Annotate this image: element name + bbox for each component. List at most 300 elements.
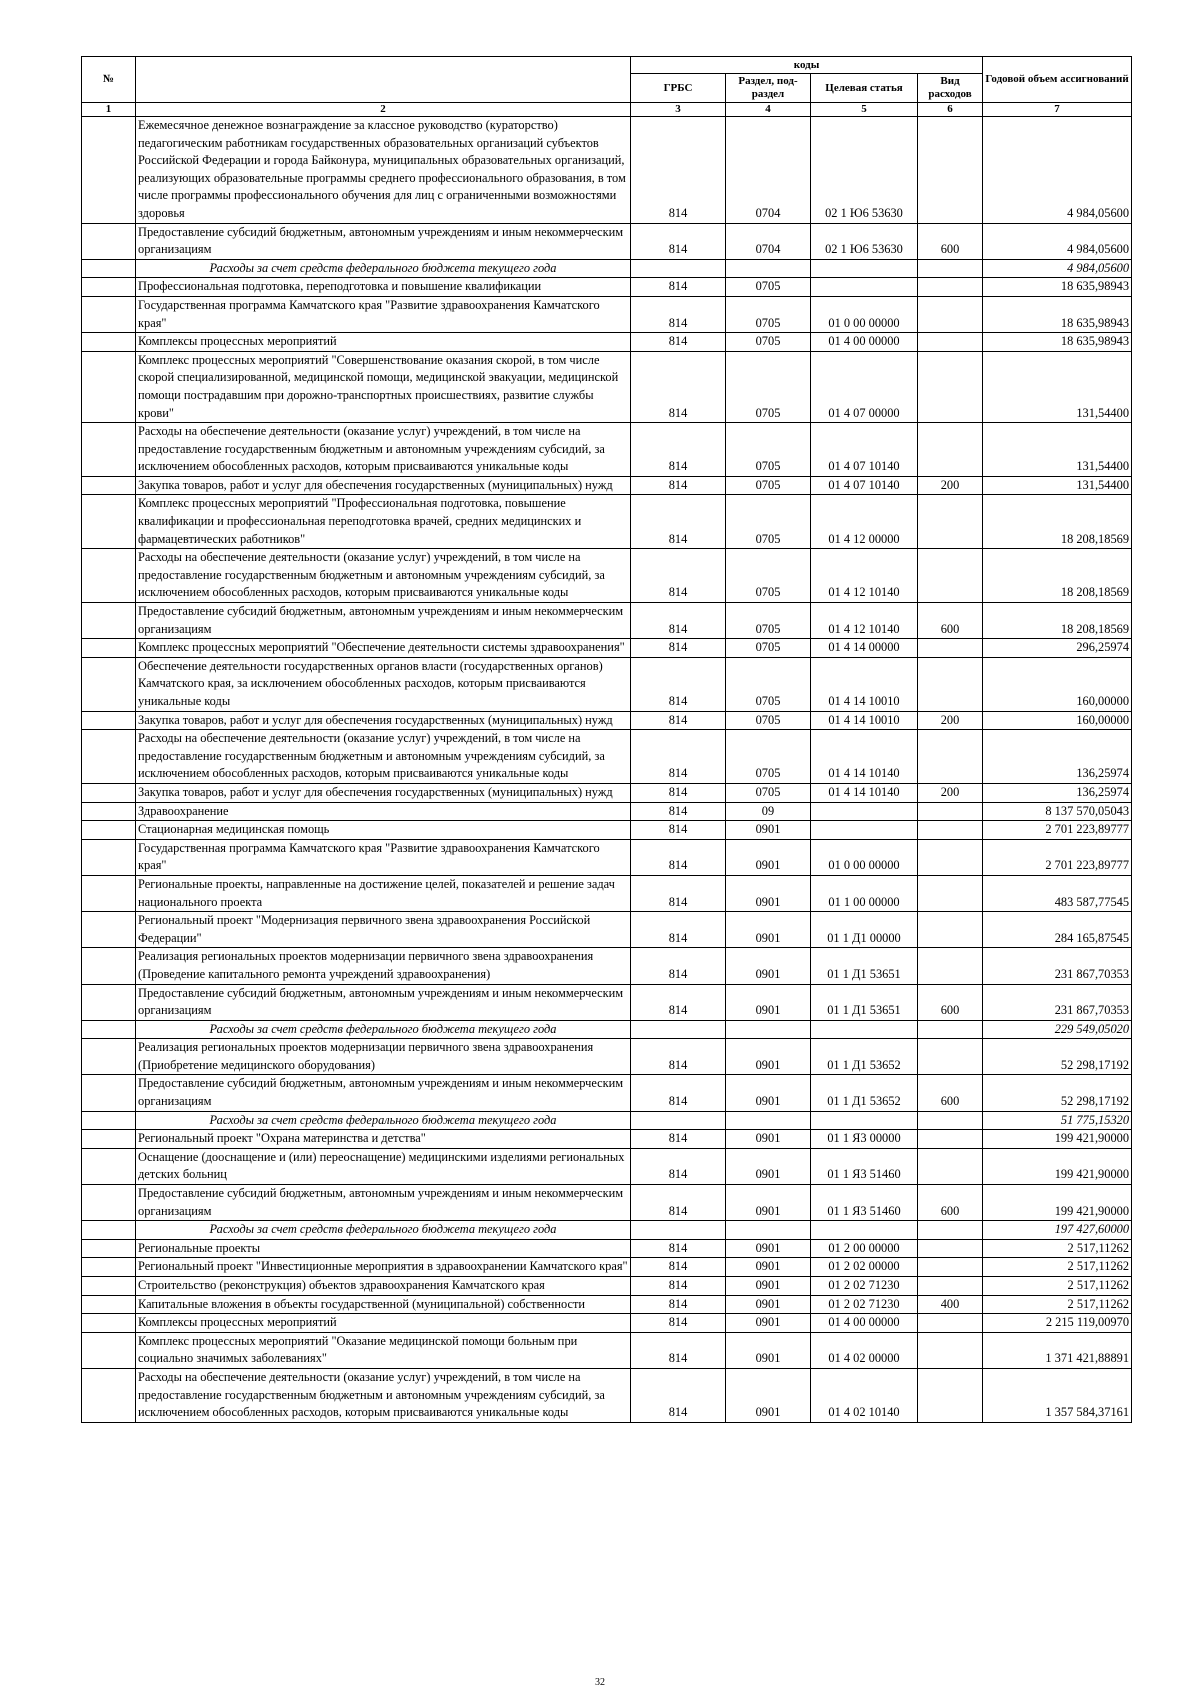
cell-grbs: 814 [631,423,726,477]
table-row [82,839,1132,875]
col-number: 7 [983,103,1132,117]
cell-target: 01 4 07 10140 [811,476,918,495]
cell-num [82,1332,136,1368]
cell-target: 01 1 Я3 00000 [811,1130,918,1149]
cell-section: 0901 [726,1258,811,1277]
cell-num [82,839,136,875]
cell-name: Закупка товаров, работ и услуг для обеспечения государственных (муниципальных) нужд [136,783,631,802]
col-number: 6 [918,103,983,117]
table-row-federal-note [82,1020,1132,1039]
cell-name: Капитальные вложения в объекты государственной (муниципальной) собственности [136,1295,631,1314]
cell-target: 01 4 00 00000 [811,333,918,352]
cell-target: 01 1 Д1 00000 [811,912,918,948]
cell-amount: 131,54400 [983,423,1132,477]
cell-section: 0901 [726,1148,811,1184]
cell-target: 01 4 14 10010 [811,657,918,711]
cell-section: 0705 [726,730,811,784]
cell-section: 0705 [726,351,811,422]
cell-amount: 229 549,05020 [983,1020,1132,1039]
cell-target: 01 1 Д1 53652 [811,1039,918,1075]
cell-target: 01 4 12 10140 [811,549,918,603]
header-codes: коды [631,57,983,74]
cell-name: Региональные проекты, направленные на достижение целей, показателей и решение задач национального проекта [136,875,631,911]
cell-grbs: 814 [631,1239,726,1258]
cell-num [82,1020,136,1039]
cell-num [82,1148,136,1184]
cell-name: Региональный проект "Модернизация первичного звена здравоохранения Российской Федерации" [136,912,631,948]
header-volume: Годовой объем ассигнований [983,57,1132,103]
cell-target: 01 2 00 00000 [811,1239,918,1258]
cell-amount: 2 701 223,89777 [983,821,1132,840]
cell-section: 0705 [726,783,811,802]
cell-amount: 199 421,90000 [983,1148,1132,1184]
table-row [82,117,1132,224]
cell-amount: 4 984,05600 [983,223,1132,259]
table-row [82,1277,1132,1296]
cell-section: 0901 [726,1185,811,1221]
table-row [82,1130,1132,1149]
cell-amount: 296,25974 [983,639,1132,658]
cell-section: 0705 [726,476,811,495]
table-body [82,117,1132,1423]
cell-target [811,802,918,821]
cell-num [82,711,136,730]
cell-name: Региональный проект "Инвестиционные мероприятия в здравоохранении Камчатского края" [136,1258,631,1277]
table-row [82,1314,1132,1333]
cell-num [82,296,136,332]
cell-section: 0901 [726,1368,811,1422]
table-row [82,603,1132,639]
cell-target: 01 4 02 00000 [811,1332,918,1368]
cell-num [82,1258,136,1277]
cell-section: 0705 [726,333,811,352]
cell-grbs: 814 [631,1295,726,1314]
cell-amount: 51 775,15320 [983,1111,1132,1130]
cell-name: Оснащение (дооснащение и (или) переоснащение) медицинскими изделиями региональных детских больниц [136,1148,631,1184]
cell-name: Реализация региональных проектов модернизации первичного звена здравоохранения (Приобретение медицинского оборудования) [136,1039,631,1075]
cell-amount: 2 517,11262 [983,1258,1132,1277]
cell-target [811,821,918,840]
cell-target: 01 1 Д1 53651 [811,984,918,1020]
cell-num [82,875,136,911]
cell-name: Обеспечение деятельности государственных органов власти (государственных органов) Камчатского края, за исключением обособленных расходов, которым присваиваются уникальные коды [136,657,631,711]
cell-name: Ежемесячное денежное вознаграждение за классное руководство (кураторство) педагогическим работникам государственных образовательных организаций субъектов Российской Федерации и города Байконура, муниципальных образовательных организаций, реализующих образовательные программы среднего профессионального образования, в том числе программы профессионального обучения для лиц с ограниченными возможностями здоровья [136,117,631,224]
cell-target: 01 0 00 00000 [811,839,918,875]
cell-section: 0901 [726,821,811,840]
cell-section: 0901 [726,912,811,948]
table-row [82,657,1132,711]
cell-grbs: 814 [631,1368,726,1422]
cell-name: Государственная программа Камчатского края "Развитие здравоохранения Камчатского края" [136,839,631,875]
table-row [82,1258,1132,1277]
cell-kind [918,1239,983,1258]
cell-grbs: 814 [631,117,726,224]
cell-grbs: 814 [631,1075,726,1111]
cell-section: 0705 [726,549,811,603]
cell-num [82,783,136,802]
cell-kind [918,1148,983,1184]
table-row [82,333,1132,352]
cell-name: Закупка товаров, работ и услуг для обеспечения государственных (муниципальных) нужд [136,476,631,495]
cell-grbs: 814 [631,711,726,730]
cell-name: Комплекс процессных мероприятий "Профессиональная подготовка, повышение квалификации и профессиональная переподготовка врачей, средних медицинских и фармацевтических работников" [136,495,631,549]
cell-num [82,1130,136,1149]
cell-target: 01 4 14 00000 [811,639,918,658]
cell-amount: 160,00000 [983,657,1132,711]
cell-amount: 8 137 570,05043 [983,802,1132,821]
cell-kind: 600 [918,1185,983,1221]
cell-section [726,1111,811,1130]
cell-section: 0901 [726,875,811,911]
table-row [82,1332,1132,1368]
cell-kind [918,912,983,948]
cell-amount: 18 208,18569 [983,495,1132,549]
table-row [82,1148,1132,1184]
table-row [82,1295,1132,1314]
table-row [82,1368,1132,1422]
table-row [82,711,1132,730]
cell-kind [918,1368,983,1422]
header-name [136,57,631,103]
cell-name: Региональный проект "Охрана материнства и детства" [136,1130,631,1149]
cell-amount: 52 298,17192 [983,1039,1132,1075]
cell-amount: 199 421,90000 [983,1130,1132,1149]
cell-name: Расходы на обеспечение деятельности (оказание услуг) учреждений, в том числе на предоставление государственным бюджетным и автономным учреждениям субсидий, за исключением обособленных расходов, которым присваиваются уникальные коды [136,549,631,603]
table-row [82,639,1132,658]
cell-section: 0901 [726,1075,811,1111]
cell-name: Реализация региональных проектов модернизации первичного звена здравоохранения (Проведение капитального ремонта учреждений здравоохранения) [136,948,631,984]
cell-name: Предоставление субсидий бюджетным, автономным учреждениям и иным некоммерческим организациям [136,1075,631,1111]
cell-grbs: 814 [631,223,726,259]
cell-amount: 2 517,11262 [983,1295,1132,1314]
cell-grbs: 814 [631,1332,726,1368]
cell-kind [918,1020,983,1039]
table-row-federal-note [82,1111,1132,1130]
cell-kind: 600 [918,1075,983,1111]
cell-target [811,1111,918,1130]
cell-num [82,603,136,639]
cell-kind [918,730,983,784]
cell-amount: 2 215 119,00970 [983,1314,1132,1333]
cell-grbs: 814 [631,730,726,784]
cell-target: 01 1 Я3 51460 [811,1148,918,1184]
cell-kind: 600 [918,984,983,1020]
cell-grbs: 814 [631,912,726,948]
cell-target: 01 4 14 10140 [811,783,918,802]
cell-target: 01 4 00 00000 [811,1314,918,1333]
cell-num [82,259,136,278]
header-grbs: ГРБС [631,74,726,103]
cell-kind: 200 [918,476,983,495]
table-row [82,821,1132,840]
cell-kind [918,1258,983,1277]
table-row [82,549,1132,603]
cell-name: Предоставление субсидий бюджетным, автономным учреждениям и иным некоммерческим организациям [136,223,631,259]
cell-num [82,278,136,297]
cell-target [811,278,918,297]
cell-target: 01 4 02 10140 [811,1368,918,1422]
page-number: 32 [595,1677,605,1688]
cell-section: 0901 [726,984,811,1020]
table-row [82,802,1132,821]
cell-name: Комплексы процессных мероприятий [136,333,631,352]
header-target: Целевая статья [811,74,918,103]
cell-num [82,1277,136,1296]
cell-grbs: 814 [631,984,726,1020]
cell-section [726,259,811,278]
cell-grbs: 814 [631,821,726,840]
cell-name: Закупка товаров, работ и услуг для обеспечения государственных (муниципальных) нужд [136,711,631,730]
cell-section: 0705 [726,495,811,549]
table-row [82,278,1132,297]
cell-amount: 231 867,70353 [983,948,1132,984]
cell-section: 0901 [726,1277,811,1296]
cell-num [82,549,136,603]
cell-target: 01 2 02 71230 [811,1277,918,1296]
cell-kind: 600 [918,223,983,259]
cell-target: 01 2 02 00000 [811,1258,918,1277]
table-row [82,296,1132,332]
cell-section: 0901 [726,1314,811,1333]
cell-num [82,730,136,784]
table-row-federal-note [82,1221,1132,1240]
cell-grbs: 814 [631,1277,726,1296]
cell-kind: 200 [918,783,983,802]
cell-name: Предоставление субсидий бюджетным, автономным учреждениям и иным некоммерческим организациям [136,1185,631,1221]
cell-target: 01 4 12 10140 [811,603,918,639]
cell-amount: 18 635,98943 [983,278,1132,297]
cell-section: 0901 [726,1295,811,1314]
cell-section: 09 [726,802,811,821]
cell-kind [918,117,983,224]
table-row [82,1239,1132,1258]
cell-kind [918,839,983,875]
table-row [82,351,1132,422]
header-section: Раздел, под-раздел [726,74,811,103]
cell-amount: 136,25974 [983,730,1132,784]
cell-kind [918,875,983,911]
cell-kind: 200 [918,711,983,730]
cell-num [82,912,136,948]
cell-name: Региональные проекты [136,1239,631,1258]
cell-section: 0704 [726,223,811,259]
cell-grbs: 814 [631,1314,726,1333]
cell-section: 0901 [726,1039,811,1075]
cell-target [811,259,918,278]
cell-grbs: 814 [631,948,726,984]
cell-kind [918,657,983,711]
cell-kind: 400 [918,1295,983,1314]
cell-grbs: 814 [631,639,726,658]
cell-num [82,802,136,821]
cell-num [82,1239,136,1258]
cell-grbs: 814 [631,1039,726,1075]
cell-amount: 136,25974 [983,783,1132,802]
cell-num [82,223,136,259]
cell-section: 0705 [726,639,811,658]
cell-target: 01 2 02 71230 [811,1295,918,1314]
cell-amount: 18 208,18569 [983,603,1132,639]
cell-kind [918,948,983,984]
cell-kind: 600 [918,603,983,639]
cell-grbs: 814 [631,495,726,549]
cell-name: Комплексы процессных мероприятий [136,1314,631,1333]
cell-section: 0705 [726,278,811,297]
cell-num [82,639,136,658]
cell-section: 0901 [726,839,811,875]
cell-amount: 160,00000 [983,711,1132,730]
cell-target: 02 1 Ю6 53630 [811,223,918,259]
cell-section [726,1221,811,1240]
cell-num [82,1075,136,1111]
cell-amount: 1 371 421,88891 [983,1332,1132,1368]
cell-num [82,1039,136,1075]
cell-amount: 197 427,60000 [983,1221,1132,1240]
cell-amount: 52 298,17192 [983,1075,1132,1111]
cell-kind [918,549,983,603]
cell-grbs [631,1221,726,1240]
table-row-federal-note [82,259,1132,278]
cell-name: Расходы на обеспечение деятельности (оказание услуг) учреждений, в том числе на предоставление государственным бюджетным и автономным учреждениям субсидий, за исключением обособленных расходов, которым присваиваются уникальные коды [136,423,631,477]
cell-section: 0705 [726,711,811,730]
col-number: 4 [726,103,811,117]
cell-grbs: 814 [631,1185,726,1221]
cell-amount: 483 587,77545 [983,875,1132,911]
cell-grbs: 814 [631,657,726,711]
cell-name: Расходы за счет средств федерального бюджета текущего года [136,1221,631,1240]
cell-target: 01 0 00 00000 [811,296,918,332]
cell-kind [918,259,983,278]
cell-num [82,476,136,495]
cell-grbs: 814 [631,296,726,332]
cell-grbs: 814 [631,839,726,875]
cell-name: Комплекс процессных мероприятий "Оказание медицинской помощи больным при социально значимых заболеваниях" [136,1332,631,1368]
cell-kind [918,423,983,477]
cell-name: Здравоохранение [136,802,631,821]
cell-num [82,984,136,1020]
cell-amount: 2 701 223,89777 [983,839,1132,875]
cell-kind [918,495,983,549]
table-row [82,948,1132,984]
cell-grbs: 814 [631,351,726,422]
cell-target: 01 4 07 00000 [811,351,918,422]
cell-amount: 284 165,87545 [983,912,1132,948]
cell-num [82,117,136,224]
cell-kind [918,802,983,821]
budget-table [81,56,1132,1423]
cell-num [82,948,136,984]
cell-kind [918,1314,983,1333]
cell-num [82,1368,136,1422]
cell-target: 01 1 00 00000 [811,875,918,911]
cell-name: Государственная программа Камчатского края "Развитие здравоохранения Камчатского края" [136,296,631,332]
cell-name: Расходы за счет средств федерального бюджета текущего года [136,1111,631,1130]
table-row [82,912,1132,948]
cell-section: 0704 [726,117,811,224]
cell-section [726,1020,811,1039]
cell-name: Строительство (реконструкция) объектов здравоохранения Камчатского края [136,1277,631,1296]
cell-grbs [631,1111,726,1130]
cell-amount: 18 635,98943 [983,333,1132,352]
col-number: 3 [631,103,726,117]
cell-grbs: 814 [631,278,726,297]
cell-kind [918,296,983,332]
table-row [82,984,1132,1020]
cell-grbs: 814 [631,333,726,352]
cell-amount: 2 517,11262 [983,1239,1132,1258]
cell-kind [918,1277,983,1296]
table-row [82,223,1132,259]
cell-num [82,1185,136,1221]
cell-amount: 4 984,05600 [983,259,1132,278]
cell-target: 01 4 12 00000 [811,495,918,549]
cell-target: 01 1 Я3 51460 [811,1185,918,1221]
cell-grbs: 814 [631,476,726,495]
cell-num [82,1295,136,1314]
cell-grbs: 814 [631,1130,726,1149]
table-row [82,1075,1132,1111]
cell-kind [918,821,983,840]
cell-name: Расходы на обеспечение деятельности (оказание услуг) учреждений, в том числе на предоставление государственным бюджетным и автономным учреждениям субсидий, за исключением обособленных расходов, которым присваиваются уникальные коды [136,730,631,784]
cell-kind [918,333,983,352]
cell-amount: 1 357 584,37161 [983,1368,1132,1422]
cell-num [82,333,136,352]
cell-section: 0705 [726,657,811,711]
cell-grbs [631,1020,726,1039]
cell-amount: 199 421,90000 [983,1185,1132,1221]
cell-num [82,351,136,422]
table-row [82,875,1132,911]
cell-kind [918,1111,983,1130]
cell-section: 0901 [726,1332,811,1368]
header-num: № [82,57,136,103]
cell-section: 0901 [726,948,811,984]
cell-target: 01 1 Д1 53652 [811,1075,918,1111]
cell-kind [918,351,983,422]
cell-target: 01 4 14 10140 [811,730,918,784]
cell-amount: 2 517,11262 [983,1277,1132,1296]
cell-name: Стационарная медицинская помощь [136,821,631,840]
cell-target: 01 4 07 10140 [811,423,918,477]
cell-name: Расходы на обеспечение деятельности (оказание услуг) учреждений, в том числе на предоставление государственным бюджетным и автономным учреждениям субсидий, за исключением обособленных расходов, которым присваиваются уникальные коды [136,1368,631,1422]
header-kind: Вид расходов [918,74,983,103]
cell-num [82,495,136,549]
cell-section: 0901 [726,1239,811,1258]
col-number: 2 [136,103,631,117]
cell-name: Предоставление субсидий бюджетным, автономным учреждениям и иным некоммерческим организациям [136,984,631,1020]
cell-num [82,423,136,477]
cell-amount: 231 867,70353 [983,984,1132,1020]
cell-grbs: 814 [631,1258,726,1277]
table-row [82,730,1132,784]
cell-amount: 18 208,18569 [983,549,1132,603]
cell-grbs: 814 [631,549,726,603]
col-number: 1 [82,103,136,117]
cell-target: 01 1 Д1 53651 [811,948,918,984]
cell-num [82,1221,136,1240]
cell-kind [918,1130,983,1149]
cell-kind [918,278,983,297]
cell-num [82,1314,136,1333]
cell-grbs: 814 [631,875,726,911]
cell-name: Расходы за счет средств федерального бюджета текущего года [136,1020,631,1039]
table-row [82,1039,1132,1075]
cell-grbs: 814 [631,783,726,802]
cell-kind [918,639,983,658]
cell-target: 01 4 14 10010 [811,711,918,730]
cell-amount: 131,54400 [983,351,1132,422]
cell-name: Предоставление субсидий бюджетным, автономным учреждениям и иным некоммерческим организациям [136,603,631,639]
